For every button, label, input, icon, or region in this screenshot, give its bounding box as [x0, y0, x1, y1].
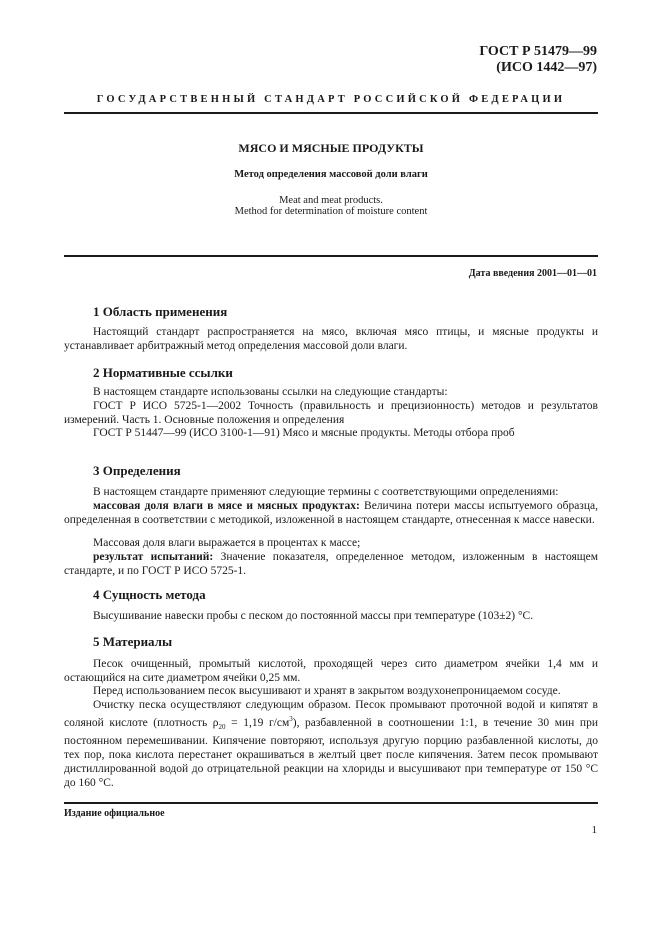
paragraph-3-part-3: ), разбавленной в соотношении 1:1, в течение 30 мин при постоянном перемешивании. Кипячение повторяют, используя другую порцию разбавленной кислоты, до тех пор, пока кислота перестанет окрашиваться в желтый цвет после кипячения. Затем песок промывают дистиллированной водой до отрицательной реакции на хлориды и высушивают при температуре от 150 °С до 160 °С. — [64, 716, 598, 790]
document-subtitle: Метод определения массовой доли влаги — [234, 169, 428, 180]
section-2-heading: 2 Нормативные ссылки — [93, 365, 233, 380]
section-1-heading: 1 Область применения — [93, 304, 228, 319]
header-iso-number: (ИСО 1442—97) — [496, 60, 597, 75]
section-3-term-2 — [64, 550, 598, 578]
density-subscript: 20 — [218, 723, 226, 732]
effective-date: Дата введения 2001—01—01 — [468, 268, 597, 279]
footer-rule — [64, 802, 598, 804]
term-2-definition: Значение показателя, определенное методом, изложенным в настоящем стандарте, и по ГОСТ Р ИСО 5725-1. — [64, 551, 599, 577]
paragraph-3-part-1: Очистку песка осуществляют следующим образом. Песок промывают проточной водой и кипятят в соляной кислоте (плотность ρ — [64, 699, 598, 729]
section-4-paragraph: Высушивание навески пробы с песком до постоянной массы при температуре (103±2) °С. — [93, 610, 534, 622]
term-1-definition: Величина потери массы испытуемого образца, определенная в соответствии с методикой, изложенной в настоящем стандарте, отнесенная к массе навески. — [64, 500, 598, 526]
state-standard-line: ГОСУДАРСТВЕННЫЙ СТАНДАРТ РОССИЙСКОЙ ФЕДЕРАЦИИ — [96, 94, 566, 105]
title-rule — [64, 255, 598, 257]
cubic-superscript: 3 — [289, 715, 293, 723]
section-1-paragraph: Настоящий стандарт распространяется на мясо, включая мясо птицы, и мясные продукты и устанавливает арбитражный метод определения массовой доли влаги. — [64, 326, 598, 352]
section-3-heading: 3 Определения — [93, 463, 181, 478]
term-2-name: результат испытаний: — [93, 551, 214, 563]
section-3-term-1 — [64, 499, 598, 527]
section-5-paragraph-1: Песок очищенный, промытый кислотой, проходящей через сито диаметром ячейки 1,4 мм и остающийся на сите диаметром ячейки 0,25 мм. — [64, 658, 598, 684]
section-2-reference-1: ГОСТ Р ИСО 5725-1—2002 Точность (правильность и прецизионность) методов и результатов измерений. Часть 1. Основные положения и определения — [64, 400, 598, 426]
section-2-intro: В настоящем стандарте использованы ссылки на следующие стандарты: — [93, 386, 448, 398]
document-title: МЯСО И МЯСНЫЕ ПРОДУКТЫ — [238, 141, 424, 155]
section-5-paragraph-2: Перед использованием песок высушивают и хранят в закрытом воздухонепроницаемом сосуде. — [93, 685, 561, 697]
english-title-line-2: Method for determination of moisture content — [234, 206, 428, 217]
section-5-heading: 5 Материалы — [93, 634, 173, 649]
english-title-line-1: Meat and meat products. — [279, 195, 383, 206]
header-rule — [64, 112, 598, 114]
term-1-name: массовая доля влаги в мясе и мясных продуктах: — [93, 500, 360, 512]
section-3-note: Массовая доля влаги выражается в процентах к массе; — [93, 537, 361, 549]
page-number: 1 — [591, 824, 597, 836]
official-edition-label: Издание официальное — [64, 808, 165, 819]
section-2-reference-2: ГОСТ Р 51447—99 (ИСО 3100-1—91) Мясо и мясные продукты. Методы отбора проб — [93, 427, 515, 439]
header-standard-number: ГОСТ Р 51479—99 — [479, 44, 597, 59]
section-3-intro: В настоящем стандарте применяют следующие термины с соответствующими определениями: — [93, 486, 559, 498]
section-5-paragraph-3 — [64, 698, 598, 790]
section-4-heading: 4 Сущность метода — [93, 587, 206, 602]
paragraph-3-part-2: = 1,19 г/см — [225, 716, 290, 729]
